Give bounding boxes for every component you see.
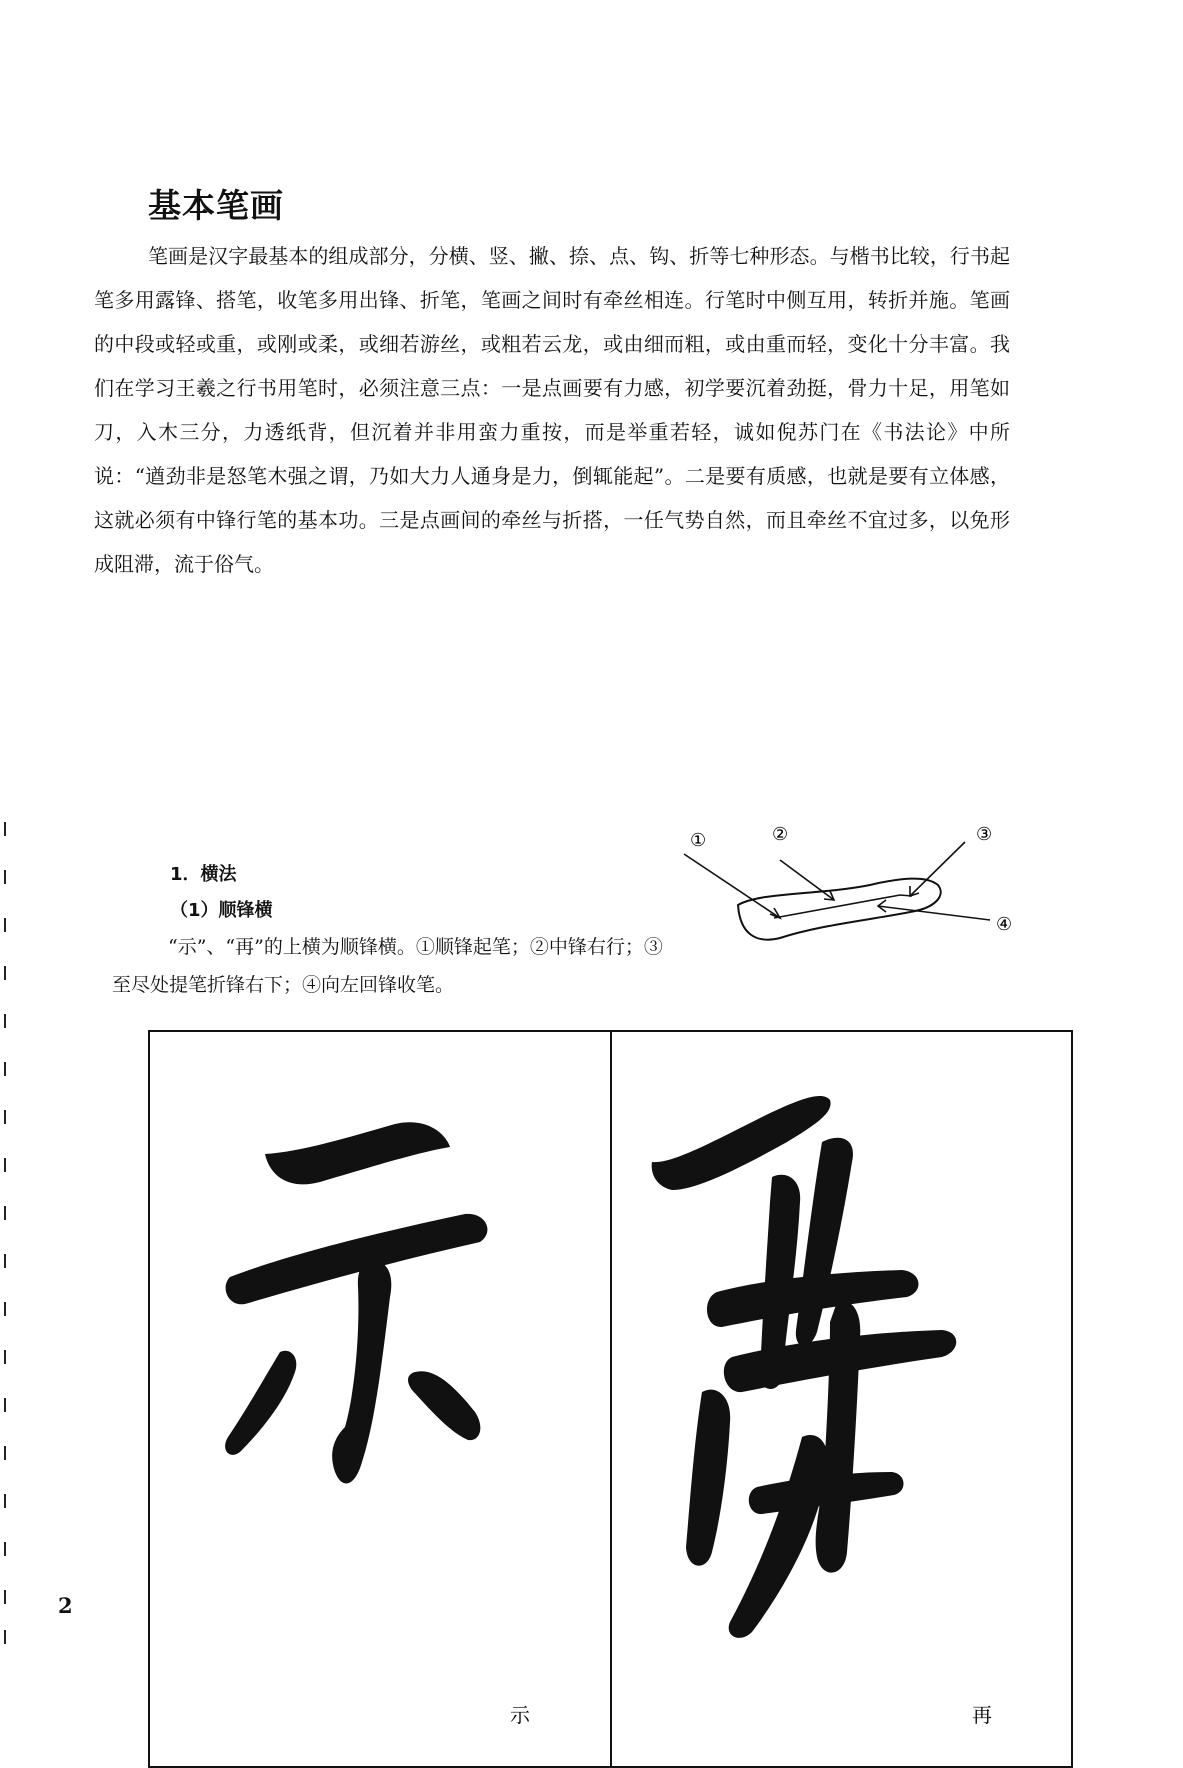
margin-mark	[4, 1206, 6, 1220]
margin-mark	[4, 1630, 6, 1644]
sub-heading: （1）顺锋横	[170, 900, 273, 921]
margin-mark	[4, 1398, 6, 1412]
margin-mark	[4, 918, 6, 932]
margin-mark	[4, 1014, 6, 1028]
margin-mark	[4, 1110, 6, 1124]
calligraphy-zai-icon	[612, 1032, 1072, 1766]
margin-mark	[4, 1350, 6, 1364]
panel-label-zai: 再	[971, 1703, 992, 1727]
arrow-4-icon	[878, 906, 990, 920]
diagram-label-1: ①	[690, 830, 707, 851]
margin-mark	[4, 1254, 6, 1268]
margin-mark	[4, 1590, 6, 1604]
diagram-label-3: ③	[976, 824, 993, 845]
stroke-diagram	[690, 824, 1020, 970]
stroke-description: “示”、“再”的上横为顺锋横。①顺锋起笔；②中锋右行；③至尽处提笔折锋右下；④向左回锋收笔。	[112, 936, 663, 996]
margin-mark	[4, 1302, 6, 1316]
margin-mark	[4, 1494, 6, 1508]
calligraphy-shi-icon	[150, 1032, 610, 1766]
margin-mark	[4, 870, 6, 884]
panel-zai	[610, 1032, 1072, 1766]
intro-paragraph: 笔画是汉字最基本的组成部分，分横、竖、撇、捺、点、钩、折等七种形态。与楷书比较，行书起笔多用露锋、搭笔，收笔多用出锋、折笔，笔画之间时有牵丝相连。行笔时中侧互用，转折并施。笔画的中段或轻或重，或刚或柔，或细若游丝，或粗若云龙，或由细而粗，或由重而轻，变化十分丰富。我们在学习王羲之行书用笔时，必须注意三点：一是点画要有力感，初学要沉着劲挺，骨力十足，用笔如刀，入木三分，力透纸背，但沉着并非用蛮力重按，而是举重若轻，诚如倪苏门在《书法论》中所说：“遒劲非是怒笔木强之谓，乃如大力人通身是力，倒辄能起”。二是要有质感，也就是要有立体感，这就必须有中锋行笔的基本功。三是点画间的牵丝与折搭，一任气势自然，而且牵丝不宜过多，以免形成阻滞，流于俗气。	[94, 244, 1010, 576]
character-panels	[148, 1030, 1073, 1768]
margin-mark	[4, 966, 6, 980]
panel-shi	[150, 1032, 610, 1766]
section-heading: 1．横法	[170, 864, 237, 885]
arrow-3-icon	[910, 842, 965, 896]
page-number: 2	[58, 1593, 73, 1618]
diagram-label-2: ②	[772, 824, 789, 845]
margin-mark	[4, 822, 6, 836]
margin-mark	[4, 1062, 6, 1076]
page-title: 基本笔画	[148, 186, 284, 225]
diagram-label-4: ④	[996, 914, 1013, 935]
arrow-1-icon	[684, 854, 780, 918]
margin-mark	[4, 1542, 6, 1556]
margin-mark	[4, 1446, 6, 1460]
margin-mark	[4, 1158, 6, 1172]
panel-label-shi: 示	[510, 1703, 530, 1727]
